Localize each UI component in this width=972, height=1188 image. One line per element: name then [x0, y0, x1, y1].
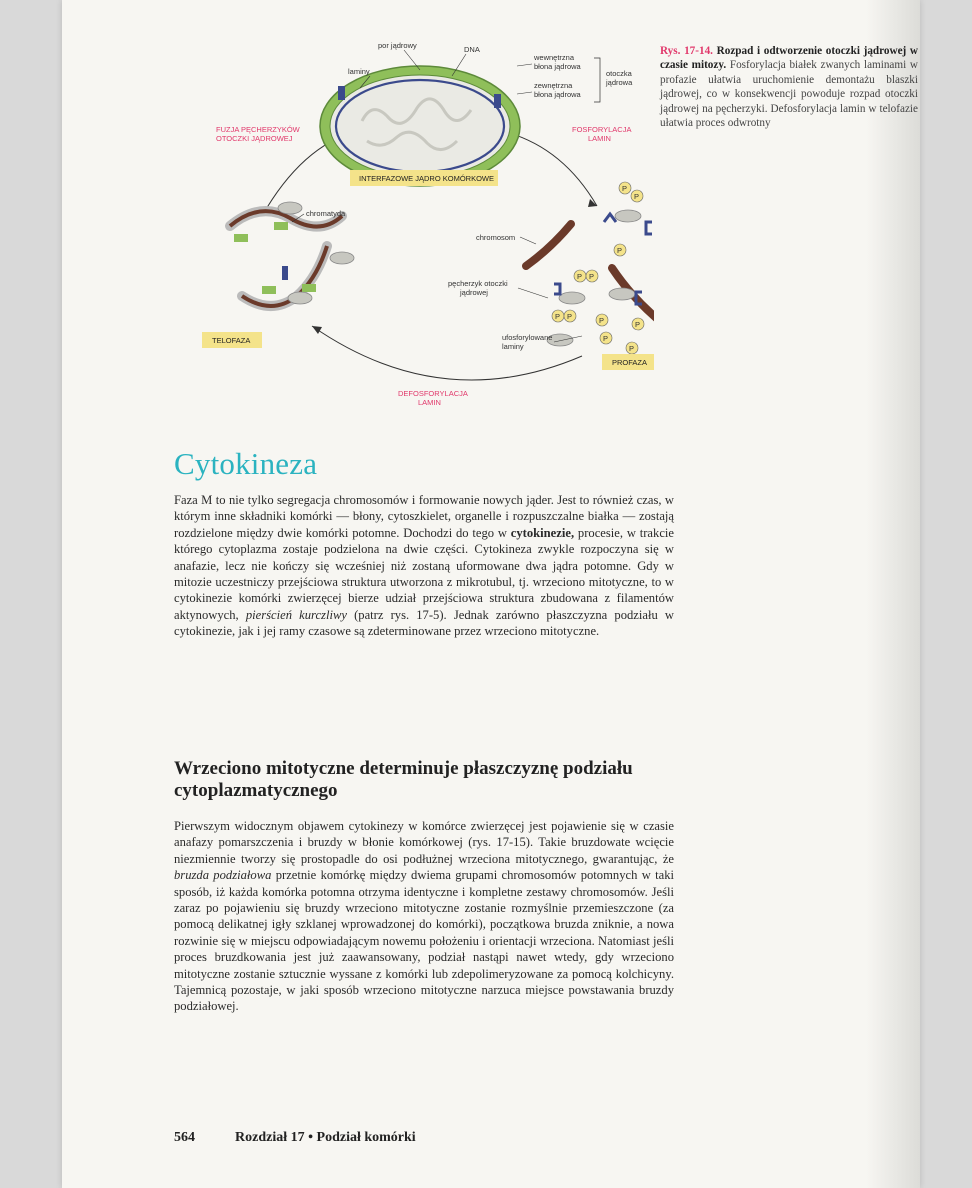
term-contractile-ring: pierścień kurczliwy: [245, 607, 347, 622]
label-inner-membrane-1: wewnętrzna: [534, 53, 575, 62]
label-interphase-nucleus: INTERFAZOWE JĄDRO KOMÓRKOWE: [359, 174, 495, 183]
label-envelope-vesicle-2: jądrowej: [460, 288, 488, 297]
label-vesicle-fusion-2: OTOCZKI JĄDROWEJ: [216, 134, 293, 143]
label-chromatid: chromatyda: [306, 209, 346, 218]
footer-bullet: •: [308, 1130, 314, 1145]
svg-text:P: P: [634, 192, 640, 201]
label-dephosphorylation-2: LAMIN: [418, 398, 441, 407]
svg-text:P: P: [577, 272, 583, 281]
p1-text-a: Faza M to nie tylko segregacja chromosomów i formowanie nowych jąder. Jest to również czas, w którym inne składniki komórki — błony, cytoszkielet, organelle i rozpuszczalne białka — zostają rozdzielone między dwie komórki potomne. Dochodzi do tego w: [174, 493, 674, 540]
subsection-title: Wrzeciono mitotyczne determinuje płaszczyznę podziału cytoplazmatycznego: [174, 758, 633, 801]
label-chromosome: chromosom: [476, 233, 516, 242]
label-vesicle-fusion-1: FUZJA PĘCHERZYKÓW: [216, 125, 300, 134]
chapter-label: Rozdział 17: [235, 1130, 305, 1145]
svg-text:P: P: [603, 334, 609, 343]
phosphate-groups: [552, 182, 644, 354]
label-phosphorylated-lamins-1: ufosforylowane: [502, 333, 553, 342]
label-telophase: TELOFAZA: [212, 336, 251, 345]
p1-text-e: (patrz rys. 17-5). Jednak zarówno płaszczyzna podziału w cytokinezie, jak i jej ramy czasowe są zdeterminowane przez wrzeciono mitotyczne.: [174, 607, 674, 639]
caption-figure-id: Rys. 17-14.: [660, 45, 713, 57]
term-cleavage-furrow: bruzda podziałowa: [174, 868, 272, 883]
label-dephosphorylation-1: DEFOSFORYLACJA: [398, 389, 468, 398]
interphase-nucleus: [320, 66, 520, 186]
svg-text:P: P: [555, 312, 561, 321]
caption-title: Rozpad i odtworzenie otoczki jądrowej w czasie mitozy.: [660, 45, 919, 72]
label-outer-membrane-1: zewnętrzna: [534, 81, 573, 90]
label-envelope-vesicle-1: pęcherzyk otoczki: [448, 279, 508, 288]
label-phosphorylated-lamins-2: laminy: [502, 342, 524, 351]
svg-text:P: P: [567, 312, 573, 321]
label-phosphorylation-2: LAMIN: [588, 134, 611, 143]
label-dna: DNA: [464, 45, 480, 54]
book-page: [62, 0, 920, 1188]
svg-text:P: P: [599, 316, 605, 325]
svg-text:P: P: [622, 184, 628, 193]
page-edge-shade: [866, 0, 920, 1188]
label-envelope-2: jądrowa: [606, 78, 633, 87]
section-title: Cytokineza: [174, 446, 318, 481]
p2-text-c: przetnie komórkę między dwiema grupami chromosomów potomnych w taki sposób, iż każda komórka potomna otrzyma identyczne i kompletne zestawy chromosomów. Jeśli zaraz po pojawieniu się bruzdy wrzeciono mitotyczne zostanie rozmyślnie przemieszczone (za pomocą delikatnej igły szklanej wprowadzonej do komórki), początkowa bruzda zniknie, a nowa rozwinie się w miejscu odpowiadającym nowemu położeniu i orientacji wrzeciona. Natomiast jeśli proces bruzdkowania jest już zaawansowany, podział nastąpi nawet wtedy, gdy wrzeciono mitotyczne zostanie sztucznie wyssane z komórki lub zdepolimeryzowane za pomocą kolchicyny. Tajemnicą pozostaje, w jaki sposób wrzeciono mitotyczne narzuca miejsce powstawania bruzdy podziałowej.: [174, 868, 674, 1014]
label-outer-membrane-2: błona jądrowa: [534, 90, 581, 99]
svg-text:P: P: [629, 344, 635, 353]
figure-17-14: [142, 36, 654, 426]
chapter-title: Podział komórki: [316, 1130, 416, 1145]
p2-text-a: Pierwszym widocznym objawem cytokinezy w komórce zwierzęcej jest pojawienie się w czasie anafazy pomarszczenia i bruzdy w błonie komórkowej (rys. 17-15). Takie bruzdowate wcięcie niezmiennie tworzy się prostopadle do osi podłużnej wrzeciona mitotycznego, gwarantując, że: [174, 819, 674, 866]
label-nuclear-pore: por jądrowy: [378, 41, 417, 50]
svg-text:P: P: [617, 246, 623, 255]
term-cytokinesis: cytokinezie,: [510, 525, 575, 540]
nuclear-envelope-diagram: [142, 36, 654, 426]
label-phosphorylation-1: FOSFORYLACJA: [572, 125, 632, 134]
svg-text:P: P: [589, 272, 595, 281]
p1-text-c: procesie, w trakcie którego cytoplazma zostaje podzielona na dwie części. Cytokineza zwykle rozpoczyna się w anafazie, lecz nie kończy się wcześniej niż zostaną uformowane dwa jądra potomne. Gdy w mitozie uczestniczy przejściowa struktura utworzona z mikrotubul, tj. wrzeciono mitotyczne, to w cytokinezie komórki zwierzęcej bierze udział przejściowa struktura zbudowana z filamentów aktynowych,: [174, 525, 674, 622]
label-inner-membrane-2: błona jądrowa: [534, 62, 581, 71]
svg-text:P: P: [635, 320, 641, 329]
caption-text: Fosforylacja białek zwanych laminami w profazie ułatwia uruchomienie demontażu blaszki jądrowej, co w konsekwencji powoduje rozpad otoczki jądrowej na pęcherzyki. Defosforylacja lamin w telofazie ułatwia proces odwrotny: [660, 59, 918, 130]
paragraph-spindle-plane: [174, 818, 674, 1015]
label-lamins: laminy: [348, 67, 370, 76]
label-prophase: PROFAZA: [612, 358, 648, 367]
page-footer: [174, 1130, 416, 1146]
page-number: 564: [174, 1130, 195, 1145]
label-envelope-1: otoczka: [606, 69, 632, 78]
figure-caption: [660, 44, 918, 130]
paragraph-cytokinesis: [174, 492, 674, 640]
